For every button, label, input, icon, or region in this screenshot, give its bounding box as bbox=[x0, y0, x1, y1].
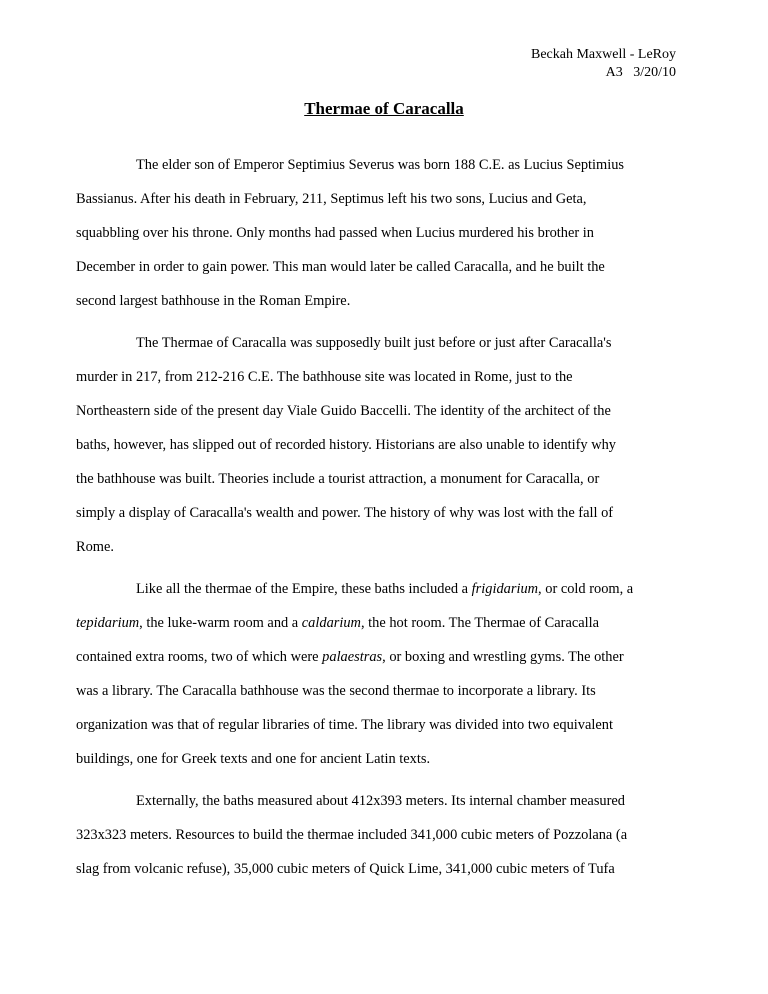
paragraph-line: murder in 217, from 212-216 C.E. The bathhouse site was located in Rome, just to the bbox=[76, 369, 573, 385]
italic-term: frigidarium bbox=[471, 581, 539, 597]
paragraph-line: Northeastern side of the present day Viale Guido Baccelli. The identity of the architect of the bbox=[76, 403, 611, 419]
italic-term: palaestras bbox=[322, 649, 383, 665]
paragraph-line: buildings, one for Greek texts and one for ancient Latin texts. bbox=[76, 751, 431, 767]
document-header bbox=[531, 46, 676, 82]
class-date-line: A3 3/20/10 bbox=[605, 65, 676, 80]
paragraph-line: baths, however, has slipped out of recorded history. Historians are also unable to identify why bbox=[76, 437, 617, 453]
text-run: , the luke-warm room and a bbox=[139, 615, 302, 631]
paragraph-4 bbox=[76, 784, 696, 886]
text-run: contained extra rooms, two of which were bbox=[76, 649, 323, 665]
paragraph-line: Rome. bbox=[76, 539, 114, 555]
text-run: , or boxing and wrestling gyms. The other bbox=[382, 649, 624, 665]
italic-term: tepidarium bbox=[76, 615, 140, 631]
paragraph-line: was a library. The Caracalla bathhouse was the second thermae to incorporate a library. Its bbox=[76, 683, 596, 699]
paragraph-line: The elder son of Emperor Septimius Severus was born 188 C.E. as Lucius Septimius bbox=[136, 157, 625, 173]
italic-term: caldarium bbox=[301, 615, 361, 631]
paragraph-line: Externally, the baths measured about 412x393 meters. Its internal chamber measured bbox=[136, 793, 625, 809]
paragraph-line: Bassianus. After his death in February, 211, Septimus left his two sons, Lucius and Geta, bbox=[76, 191, 587, 207]
author-line: Beckah Maxwell - LeRoy bbox=[530, 47, 676, 62]
paragraph-line: slag from volcanic refuse), 35,000 cubic meters of Quick Lime, 341,000 cubic meters of Tufa bbox=[76, 861, 615, 877]
paragraph-line: 323x323 meters. Resources to build the thermae included 341,000 cubic meters of Pozzolana (a bbox=[76, 827, 628, 843]
paragraph-line bbox=[76, 606, 696, 640]
paragraph-line bbox=[76, 572, 696, 606]
paragraph-1 bbox=[76, 148, 696, 318]
document-title: Thermae of Caracalla bbox=[304, 99, 464, 118]
paragraph-line: organization was that of regular libraries of time. The library was divided into two equivalent bbox=[76, 717, 613, 733]
paragraph-line: December in order to gain power. This man would later be called Caracalla, and he built the bbox=[76, 259, 605, 275]
paragraph-line: The Thermae of Caracalla was supposedly built just before or just after Caracalla's bbox=[136, 335, 612, 351]
paragraph-line: second largest bathhouse in the Roman Empire. bbox=[76, 293, 351, 309]
paragraph-line: the bathhouse was built. Theories include a tourist attraction, a monument for Caracalla, or bbox=[76, 471, 600, 487]
paragraph-line bbox=[76, 640, 696, 674]
text-run: Like all the thermae of the Empire, these baths included a bbox=[136, 581, 472, 597]
text-run: , or cold room, a bbox=[538, 581, 634, 597]
paragraph-3 bbox=[76, 572, 696, 776]
paragraph-line: simply a display of Caracalla's wealth and power. The history of why was lost with the fall of bbox=[76, 505, 614, 521]
paragraph-2 bbox=[76, 326, 696, 564]
text-run: , the hot room. The Thermae of Caracalla bbox=[360, 615, 599, 631]
document-body bbox=[76, 148, 696, 886]
paragraph-line: squabbling over his throne. Only months had passed when Lucius murdered his brother in bbox=[76, 225, 594, 241]
